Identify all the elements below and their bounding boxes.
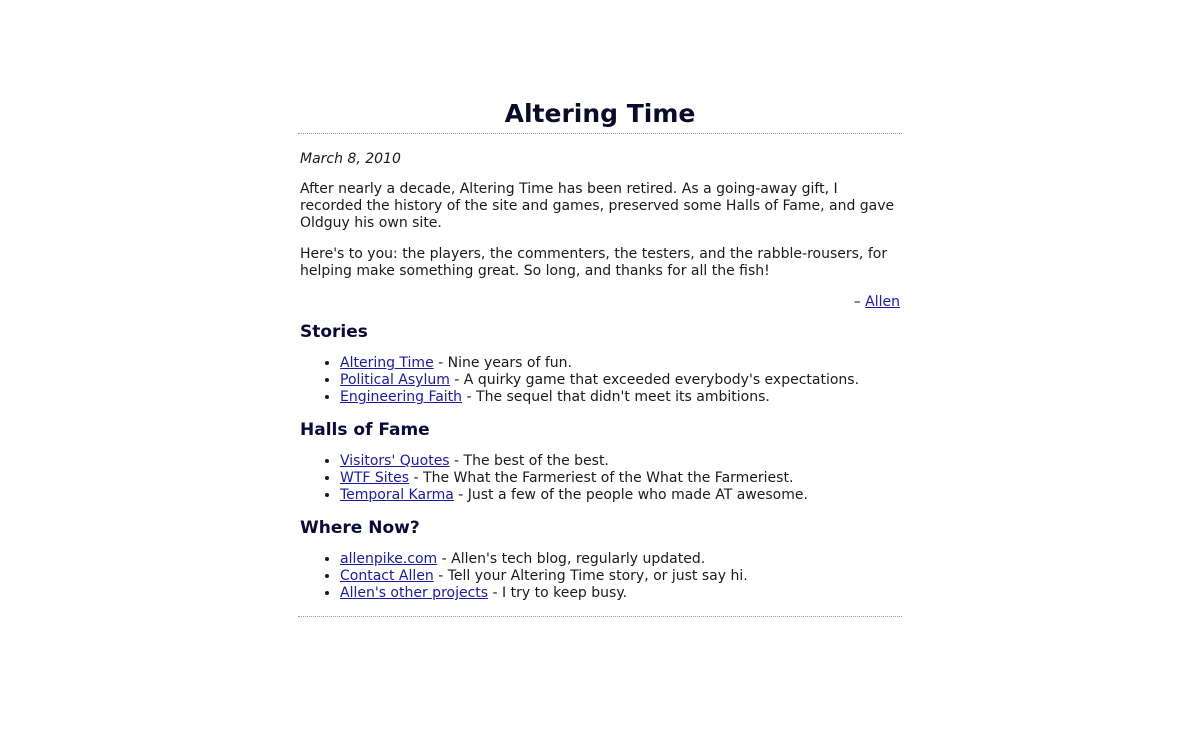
item-description: - A quirky game that exceeded everybody's expectations. <box>449 372 860 388</box>
signature-link-allen[interactable]: Allen <box>865 294 900 310</box>
link-temporal-karma[interactable]: Temporal Karma <box>340 487 454 503</box>
item-description: - Just a few of the people who made AT awesome. <box>453 487 808 503</box>
halls-of-fame-list <box>300 453 900 504</box>
list-item <box>340 389 900 406</box>
item-description: - The sequel that didn't meet its ambitions. <box>462 389 770 405</box>
list-item <box>340 470 900 487</box>
link-political-asylum[interactable]: Political Asylum <box>340 372 450 388</box>
item-description: - The best of the best. <box>449 453 609 469</box>
item-description: - Tell your Altering Time story, or just say hi. <box>433 568 748 584</box>
item-description: - Nine years of fun. <box>433 355 572 371</box>
post-date: March 8, 2010 <box>300 151 401 167</box>
link-contact-allen[interactable]: Contact Allen <box>340 568 434 584</box>
link-allens-other-projects[interactable]: Allen's other projects <box>340 585 489 601</box>
signature <box>300 294 900 311</box>
link-visitors-quotes[interactable]: Visitors' Quotes <box>340 453 450 469</box>
list-item <box>340 568 900 585</box>
item-description: - Allen's tech blog, regularly updated. <box>437 551 706 567</box>
signature-dash: – <box>853 294 866 310</box>
list-item <box>340 372 900 389</box>
link-engineering-faith[interactable]: Engineering Faith <box>340 389 463 405</box>
list-item <box>340 453 900 470</box>
item-description: - I try to keep busy. <box>488 585 628 601</box>
where-now-list <box>300 551 900 602</box>
item-description: - The What the Farmeriest of the What the Farmeriest. <box>409 470 794 486</box>
intro-paragraph: After nearly a decade, Altering Time has been retired. As a going-away gift, I recorded the history of the site and games, preserved some Halls of Fame, and gave Oldguy his own site. <box>300 181 895 231</box>
link-allenpike-com[interactable]: allenpike.com <box>340 551 438 567</box>
thanks-paragraph: Here's to you: the players, the commenters, the testers, and the rabble-rousers, for helping make something great. So long, and thanks for all the fish! <box>300 246 888 279</box>
list-item <box>340 355 900 372</box>
link-altering-time[interactable]: Altering Time <box>340 355 434 371</box>
stories-list <box>300 355 900 406</box>
page-title: Altering Time <box>504 99 696 128</box>
list-item <box>340 585 900 602</box>
page-content <box>300 96 900 617</box>
bottom-divider <box>298 616 902 617</box>
link-wtf-sites[interactable]: WTF Sites <box>340 470 410 486</box>
stories-heading: Stories <box>300 322 368 342</box>
title-divider <box>298 133 902 134</box>
where-now-heading: Where Now? <box>300 518 420 538</box>
list-item <box>340 487 900 504</box>
list-item <box>340 551 900 568</box>
halls-of-fame-heading: Halls of Fame <box>300 420 430 440</box>
